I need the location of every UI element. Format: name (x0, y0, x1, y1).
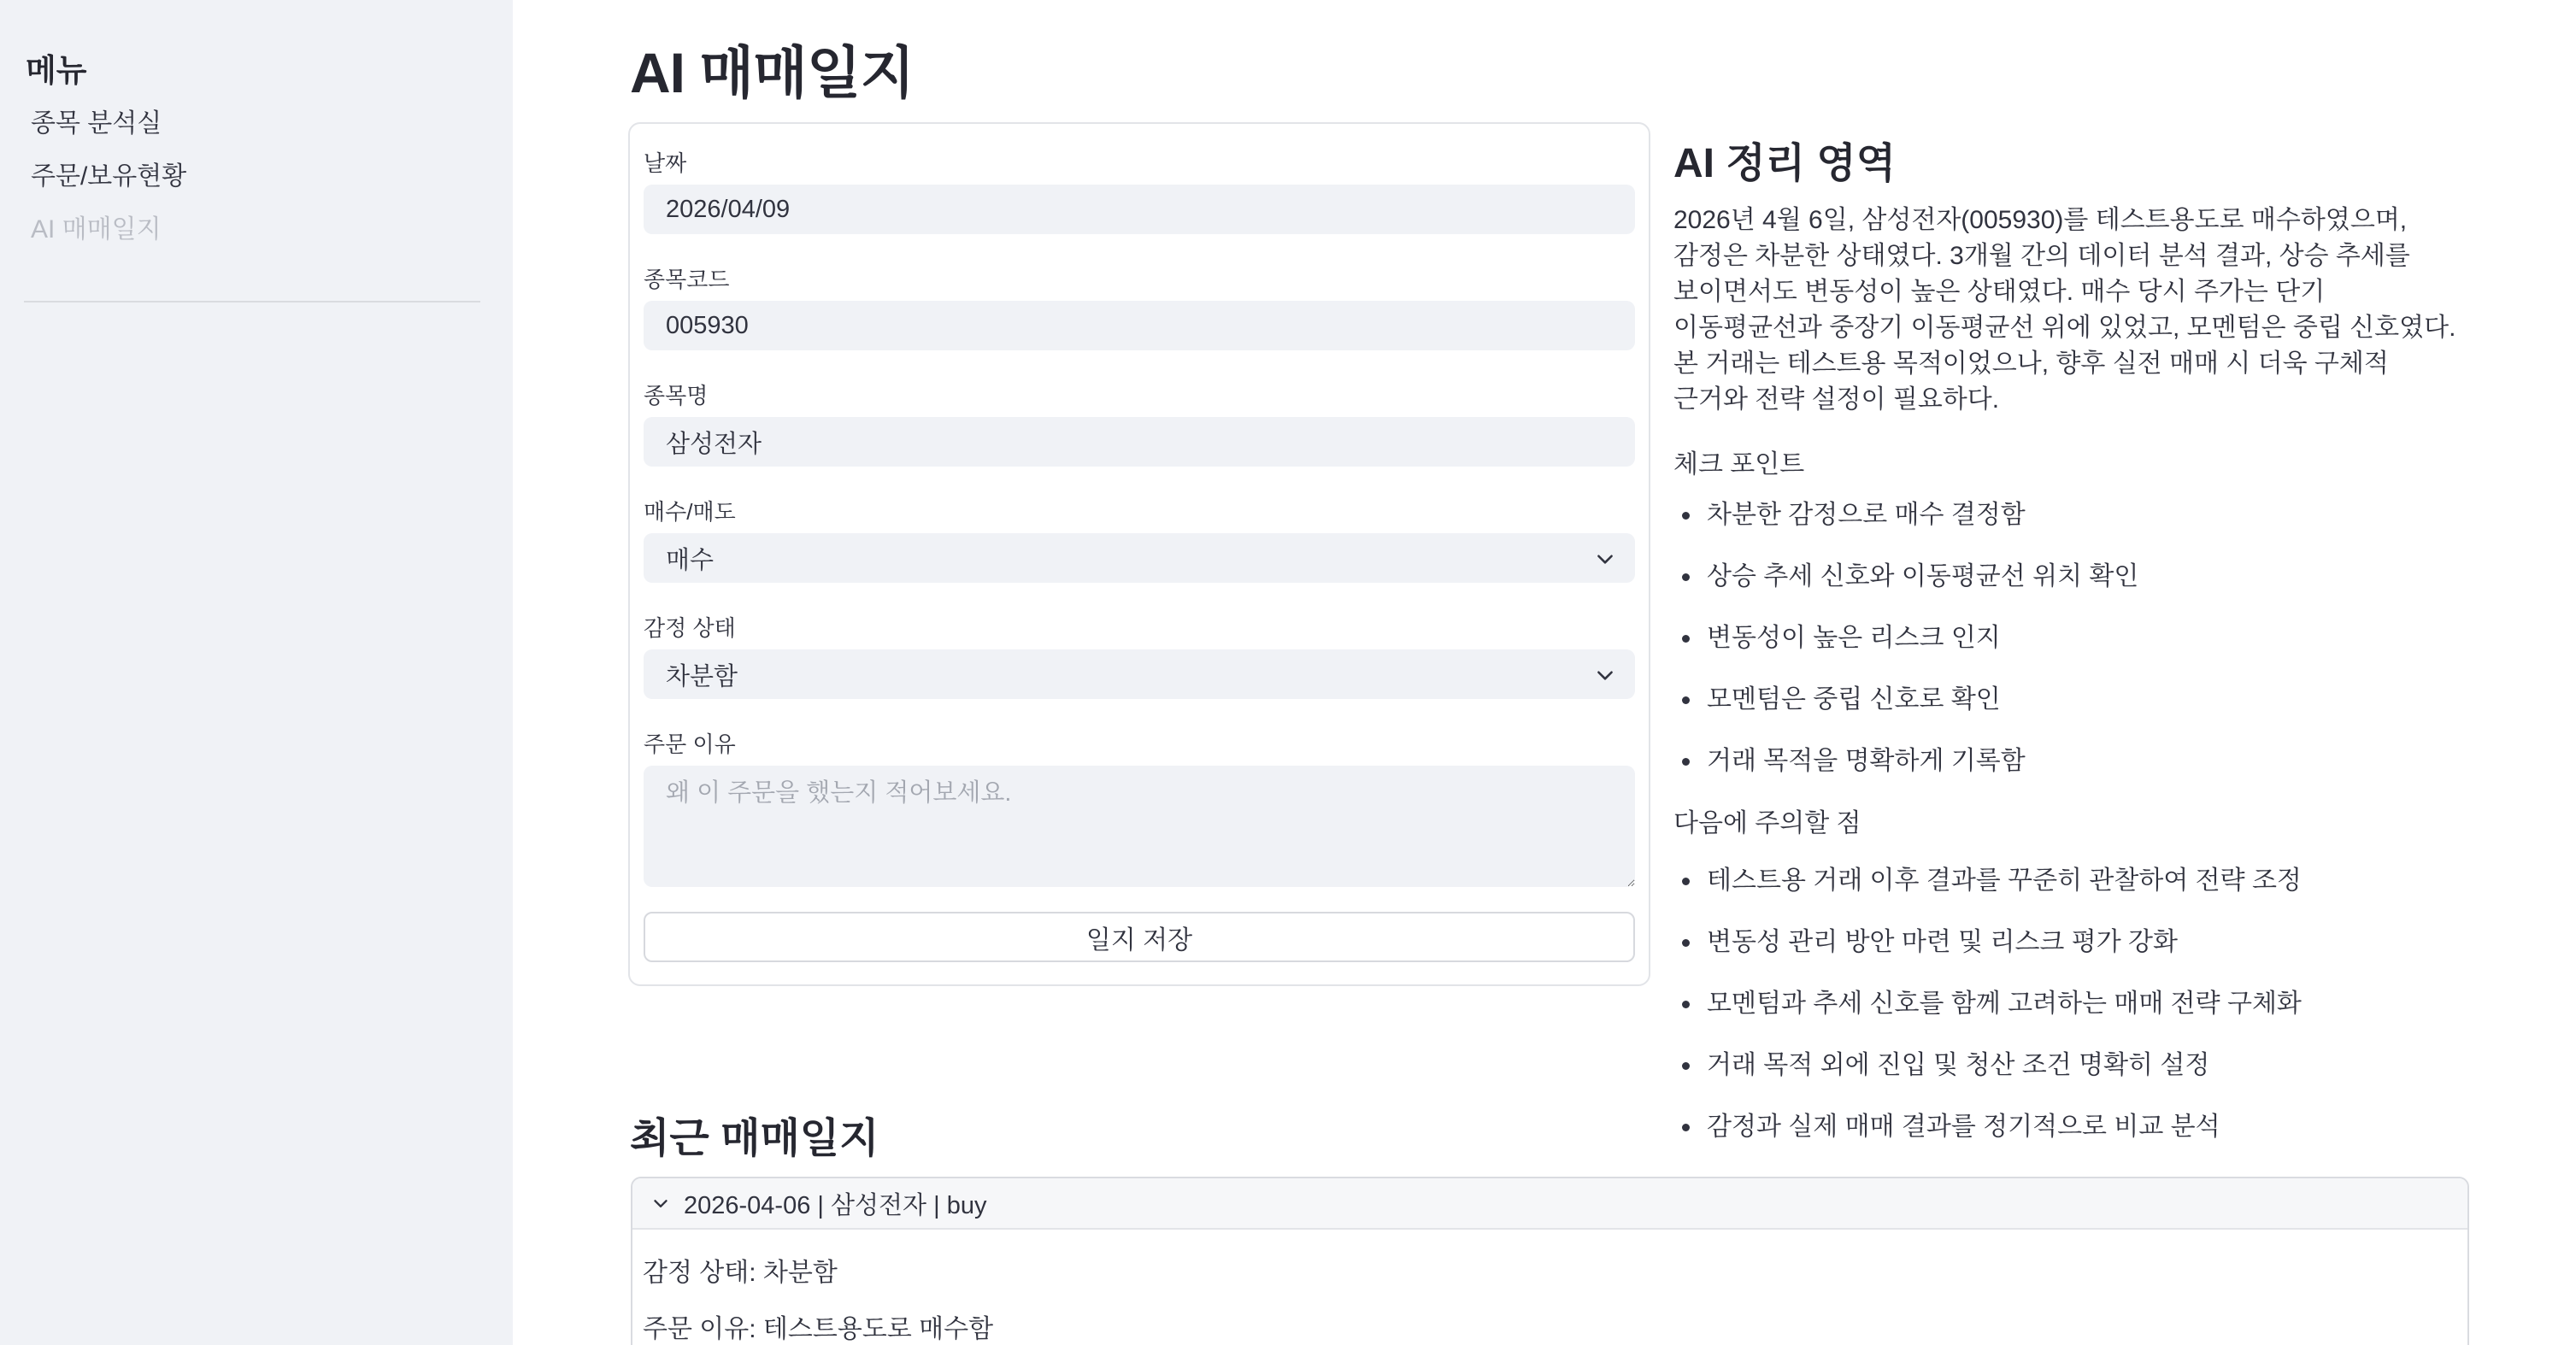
caution-item (1673, 989, 2465, 1019)
stock-name-input[interactable] (644, 417, 1635, 467)
cautions-title: 다음에 주의할 점 (1673, 809, 1861, 837)
stock-code-input[interactable] (644, 301, 1635, 350)
caution-item (1673, 927, 2465, 958)
buy-sell-select-wrap (644, 533, 1635, 583)
expander-header[interactable] (632, 1178, 2467, 1230)
sidebar-item-orders-holdings[interactable]: 주문/보유현황 (31, 162, 187, 191)
date-input[interactable] (644, 185, 1635, 234)
ai-summary-paragraph: 2026년 4월 6일, 삼성전자(005930)를 테스트용도로 매수하였으며, 감정은 차분한 상태였다. 3개월 간의 데이터 분석 결과, 상승 추세를 보이면서도 변동성이 높은 상태였다. 매수 당시 주가는 단기 이동평균선과 중장기 이동평균선 위에 있었고, 모멘텀은 중립 신호였다. 본 거래는 테스트용 목적이었으나, 향후 실전 매매 시 더욱 구체적 근거와 전략 설정이 필요하다. (1673, 206, 2456, 414)
emotion-label: 감정 상태 (644, 615, 736, 641)
caution-item (1673, 1050, 2465, 1081)
bullet-icon (1682, 1124, 1690, 1131)
caution-text: 테스트용 거래 이후 결과를 꾸준히 관찰하여 전략 조정 (1707, 866, 2302, 895)
chevron-down-icon (1594, 664, 1616, 686)
journal-form (628, 122, 1650, 986)
save-journal-button[interactable]: 일지 저장 (644, 912, 1635, 962)
journal-expander (631, 1177, 2469, 1345)
chevron-down-icon (1594, 548, 1616, 570)
caution-text: 변동성 관리 방안 마련 및 리스크 평가 강화 (1707, 928, 2179, 956)
emotion-line: 감정 상태: 차분함 (643, 1259, 838, 1287)
page-title: AI 매매일지 (630, 41, 915, 104)
date-label: 날짜 (644, 150, 687, 176)
recent-journal-title: 최근 매매일지 (630, 1116, 879, 1161)
sidebar-divider (24, 301, 480, 302)
sidebar-item-stock-analysis[interactable]: 종목 분석실 (31, 109, 162, 138)
stock-name-label: 종목명 (644, 383, 709, 408)
emotion-select-wrap (644, 649, 1635, 699)
buy-sell-value: 매수 (666, 546, 715, 574)
bullet-icon (1682, 939, 1690, 947)
check-point-text: 변동성이 높은 리스크 인지 (1707, 624, 2001, 652)
bullet-icon (1682, 573, 1690, 581)
check-point-item (1673, 500, 2465, 531)
caution-item (1673, 866, 2465, 896)
sidebar-item-ai-journal: AI 매매일지 (31, 215, 162, 244)
bullet-icon (1682, 512, 1690, 520)
check-point-text: 상승 추세 신호와 이동평균선 위치 확인 (1707, 562, 2139, 590)
buy-sell-label: 매수/매도 (644, 499, 736, 525)
caution-item (1673, 1112, 2465, 1142)
ai-summary-title: AI 정리 영역 (1673, 141, 1897, 186)
check-point-item (1673, 561, 2465, 592)
bullet-icon (1682, 635, 1690, 643)
emotion-select[interactable] (644, 649, 1635, 699)
sidebar (0, 0, 513, 1345)
check-point-item (1673, 623, 2465, 654)
check-point-item (1673, 746, 2465, 777)
check-points-title: 체크 포인트 (1673, 450, 1805, 479)
ai-summary-section (1673, 139, 2465, 1142)
caution-text: 감정과 실제 매매 결과를 정기적으로 비교 분석 (1707, 1113, 2220, 1141)
stock-code-label: 종목코드 (644, 267, 730, 292)
expander-body (632, 1230, 2467, 1345)
emotion-value: 차분함 (666, 662, 738, 690)
caution-text: 모멘텀과 추세 신호를 함께 고려하는 매매 전략 구체화 (1707, 990, 2302, 1018)
bullet-icon (1682, 1001, 1690, 1008)
chevron-down-icon (650, 1192, 672, 1214)
cautions-list (1673, 866, 2465, 1142)
bullet-icon (1682, 758, 1690, 766)
reason-line: 주문 이유: 테스트용도로 매수함 (643, 1315, 994, 1343)
check-point-text: 차분한 감정으로 매수 결정함 (1707, 501, 2026, 529)
bullet-icon (1682, 878, 1690, 885)
bullet-icon (1682, 1062, 1690, 1070)
check-points-list (1673, 500, 2465, 777)
sidebar-menu-title: 메뉴 (26, 53, 87, 88)
buy-sell-select[interactable] (644, 533, 1635, 583)
reason-label: 주문 이유 (644, 731, 736, 757)
check-point-item (1673, 684, 2465, 715)
reason-textarea[interactable] (644, 766, 1635, 887)
bullet-icon (1682, 696, 1690, 704)
expander-title: 2026-04-06 | 삼성전자 | buy (684, 1191, 987, 1219)
check-point-text: 거래 목적을 명확하게 기록함 (1707, 747, 2026, 775)
caution-text: 거래 목적 외에 진입 및 청산 조건 명확히 설정 (1707, 1051, 2210, 1079)
check-point-text: 모멘텀은 중립 신호로 확인 (1707, 685, 2001, 714)
